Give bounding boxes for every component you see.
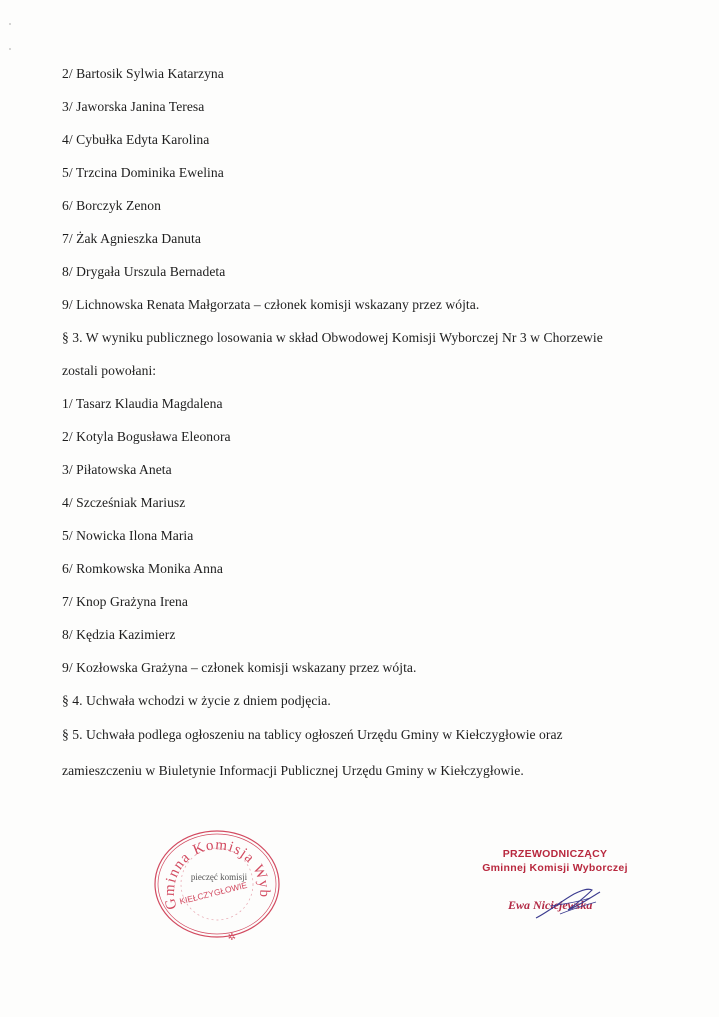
signature-name: Ewa Niciejewska: [508, 898, 593, 912]
doc-line: zostali powołani:: [62, 363, 157, 378]
handwritten-signature: [530, 884, 610, 924]
doc-line: zamieszczeniu w Biuletynie Informacji Publicznej Urzędu Gminy w Kiełczygłowie.: [62, 763, 524, 778]
doc-line: § 3. W wyniku publicznego losowania w skład Obwodowej Komisji Wyborczej Nr 3 w Chorzewie: [62, 330, 603, 345]
doc-line: 8/ Drygała Urszula Bernadeta: [62, 264, 226, 279]
doc-line: 9/ Kozłowska Grażyna – członek komisji wskazany przez wójta.: [62, 660, 417, 675]
doc-line: 2/ Kotyla Bogusława Eleonora: [62, 429, 231, 444]
doc-line: 3/ Piłatowska Aneta: [62, 462, 172, 477]
doc-line: 7/ Żak Agnieszka Danuta: [62, 231, 201, 246]
stamp-center-bottom: KIEŁCZYGŁOWIE: [178, 879, 249, 907]
doc-line: 6/ Borczyk Zenon: [62, 198, 161, 213]
stamp-center-top: pieczęć komisji: [190, 872, 248, 882]
scan-speck: [9, 23, 11, 25]
doc-line: 9/ Lichnowska Renata Małgorzata – członek komisji wskazany przez wójta.: [62, 297, 480, 312]
doc-line: 4/ Cybułka Edyta Karolina: [62, 132, 210, 147]
doc-line: 4/ Szcześniak Mariusz: [62, 495, 186, 510]
stamp-star-icon: ✲: [227, 932, 237, 940]
scan-speck: [9, 48, 11, 50]
doc-line: 8/ Kędzia Kazimierz: [62, 627, 176, 642]
commission-stamp: [152, 828, 282, 940]
doc-line: 5/ Trzcina Dominika Ewelina: [62, 165, 224, 180]
doc-line: 1/ Tasarz Klaudia Magdalena: [62, 396, 223, 411]
doc-line: 6/ Romkowska Monika Anna: [62, 561, 223, 576]
chairperson-signature-block: [470, 844, 640, 944]
doc-line: § 4. Uchwała wchodzi w życie z dniem podjęcia.: [62, 693, 331, 708]
doc-line: 5/ Nowicka Ilona Maria: [62, 528, 194, 543]
doc-line: § 5. Uchwała podlega ogłoszeniu na tablicy ogłoszeń Urzędu Gminy w Kiełczygłowie oraz: [62, 727, 563, 742]
signature-subtitle: Gminnej Komisji Wyborczej: [482, 862, 628, 874]
stamp-ring-text: Gminna Komisja Wyb: [161, 837, 273, 911]
doc-line: 7/ Knop Grażyna Irena: [62, 594, 188, 609]
doc-line: 2/ Bartosik Sylwia Katarzyna: [62, 66, 224, 81]
doc-line: 3/ Jaworska Janina Teresa: [62, 99, 205, 114]
signature-title: PRZEWODNICZĄCY: [502, 848, 608, 860]
